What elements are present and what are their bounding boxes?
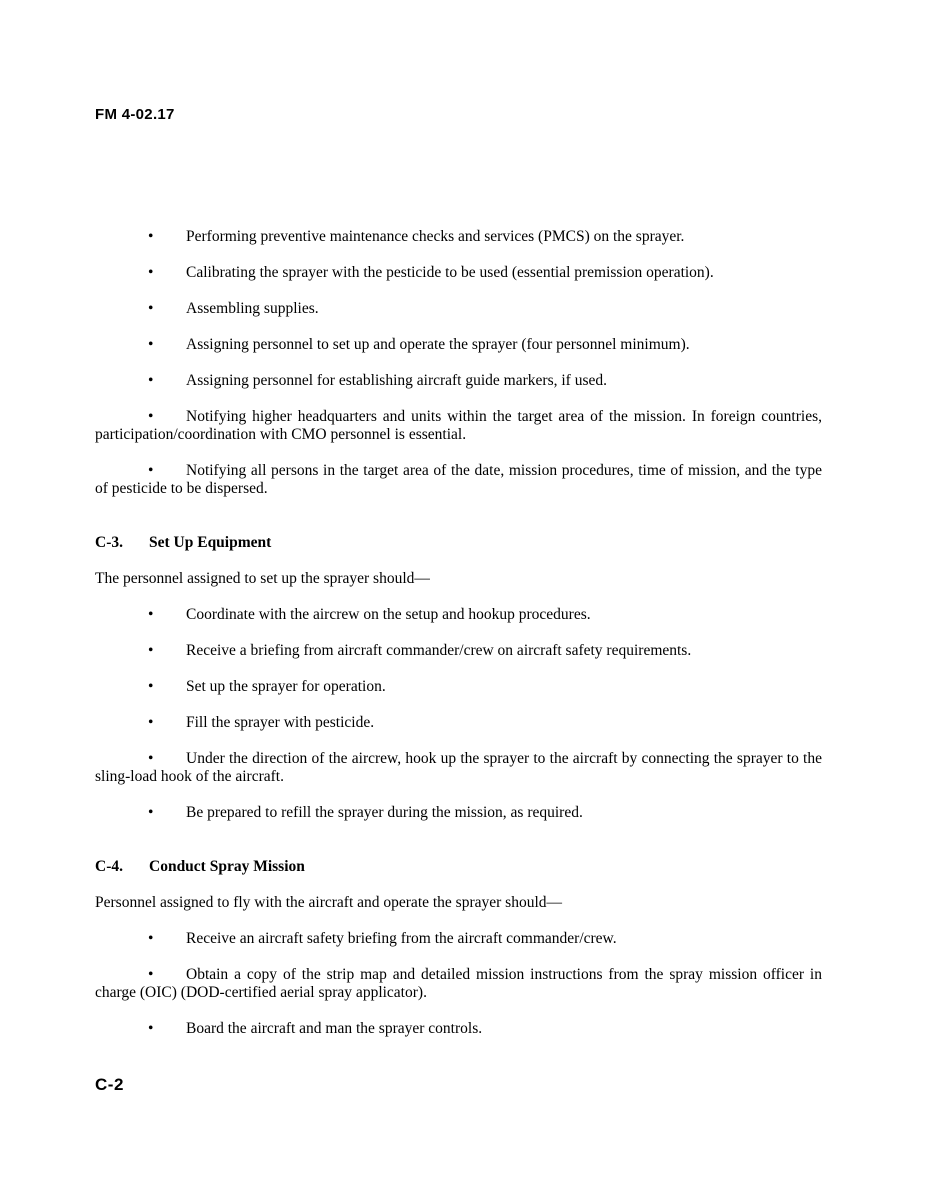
list-item [95, 930, 822, 948]
list-item [95, 336, 822, 354]
page-number: C-2 [95, 1075, 124, 1094]
bullet-icon: • [148, 228, 154, 245]
list-item [95, 714, 822, 732]
list-item [95, 1020, 822, 1038]
list-item-text: Set up the sprayer for operation. [186, 678, 386, 695]
list-item [95, 372, 822, 390]
bullet-icon: • [148, 1020, 154, 1037]
list-item [95, 804, 822, 822]
section-title: Set Up Equipment [149, 534, 272, 551]
bullet-icon: • [148, 264, 154, 281]
list-item-text: Calibrating the sprayer with the pesticide to be used (essential premission operation). [186, 264, 714, 281]
bullet-icon: • [148, 642, 154, 659]
bullet-icon: • [148, 408, 154, 425]
bullet-icon: • [148, 930, 154, 947]
section-number: C-3. [95, 534, 123, 551]
list-item-text: Receive a briefing from aircraft commander/crew on aircraft safety requirements. [186, 642, 692, 659]
bullet-icon: • [148, 804, 154, 821]
running-header: FM 4-02.17 [95, 106, 175, 123]
list-item [95, 642, 822, 660]
list-item [95, 750, 822, 786]
list-item-text: Be prepared to refill the sprayer during the mission, as required. [186, 804, 583, 821]
section-intro: Personnel assigned to fly with the aircraft and operate the sprayer should— [95, 894, 563, 911]
list-item-text: Notifying higher headquarters and units within the target area of the mission. In foreign countries, participation/coordination with CMO personnel is essential. [95, 408, 822, 443]
list-item [95, 462, 822, 498]
list-item [95, 228, 822, 246]
bullet-icon: • [148, 300, 154, 317]
list-item [95, 408, 822, 444]
list-item-text: Board the aircraft and man the sprayer controls. [186, 1020, 483, 1037]
list-item [95, 606, 822, 624]
section-heading-c3 [95, 534, 822, 552]
section-number: C-4. [95, 858, 123, 875]
section-intro: The personnel assigned to set up the sprayer should— [95, 570, 430, 587]
list-item-text: Under the direction of the aircrew, hook up the sprayer to the aircraft by connecting the sprayer to the sling-load hook of the aircraft. [95, 750, 822, 785]
list-item-text: Fill the sprayer with pesticide. [186, 714, 375, 731]
section-heading-c4 [95, 858, 822, 876]
list-item [95, 966, 822, 1002]
section-title: Conduct Spray Mission [149, 858, 305, 875]
list-item-text: Notifying all persons in the target area of the date, mission procedures, time of mission, and the type of pesticide to be dispersed. [95, 462, 822, 497]
page-body [95, 228, 822, 1056]
bullet-icon: • [148, 714, 154, 731]
bullet-icon: • [148, 462, 154, 479]
bullet-icon: • [148, 606, 154, 623]
list-item-text: Receive an aircraft safety briefing from the aircraft commander/crew. [186, 930, 617, 947]
list-item [95, 300, 822, 318]
bullet-icon: • [148, 678, 154, 695]
list-item-text: Assigning personnel for establishing aircraft guide markers, if used. [186, 372, 607, 389]
list-item-text: Performing preventive maintenance checks and services (PMCS) on the sprayer. [186, 228, 685, 245]
list-item [95, 678, 822, 696]
bullet-icon: • [148, 372, 154, 389]
bullet-icon: • [148, 750, 154, 767]
list-item-text: Obtain a copy of the strip map and detailed mission instructions from the spray mission officer in charge (OIC) (DOD-certified aerial spray applicator). [95, 966, 822, 1001]
list-item-text: Assembling supplies. [186, 300, 319, 317]
bullet-icon: • [148, 966, 154, 983]
list-item [95, 264, 822, 282]
bullet-icon: • [148, 336, 154, 353]
list-item-text: Coordinate with the aircrew on the setup and hookup procedures. [186, 606, 591, 623]
list-item-text: Assigning personnel to set up and operate the sprayer (four personnel minimum). [186, 336, 690, 353]
